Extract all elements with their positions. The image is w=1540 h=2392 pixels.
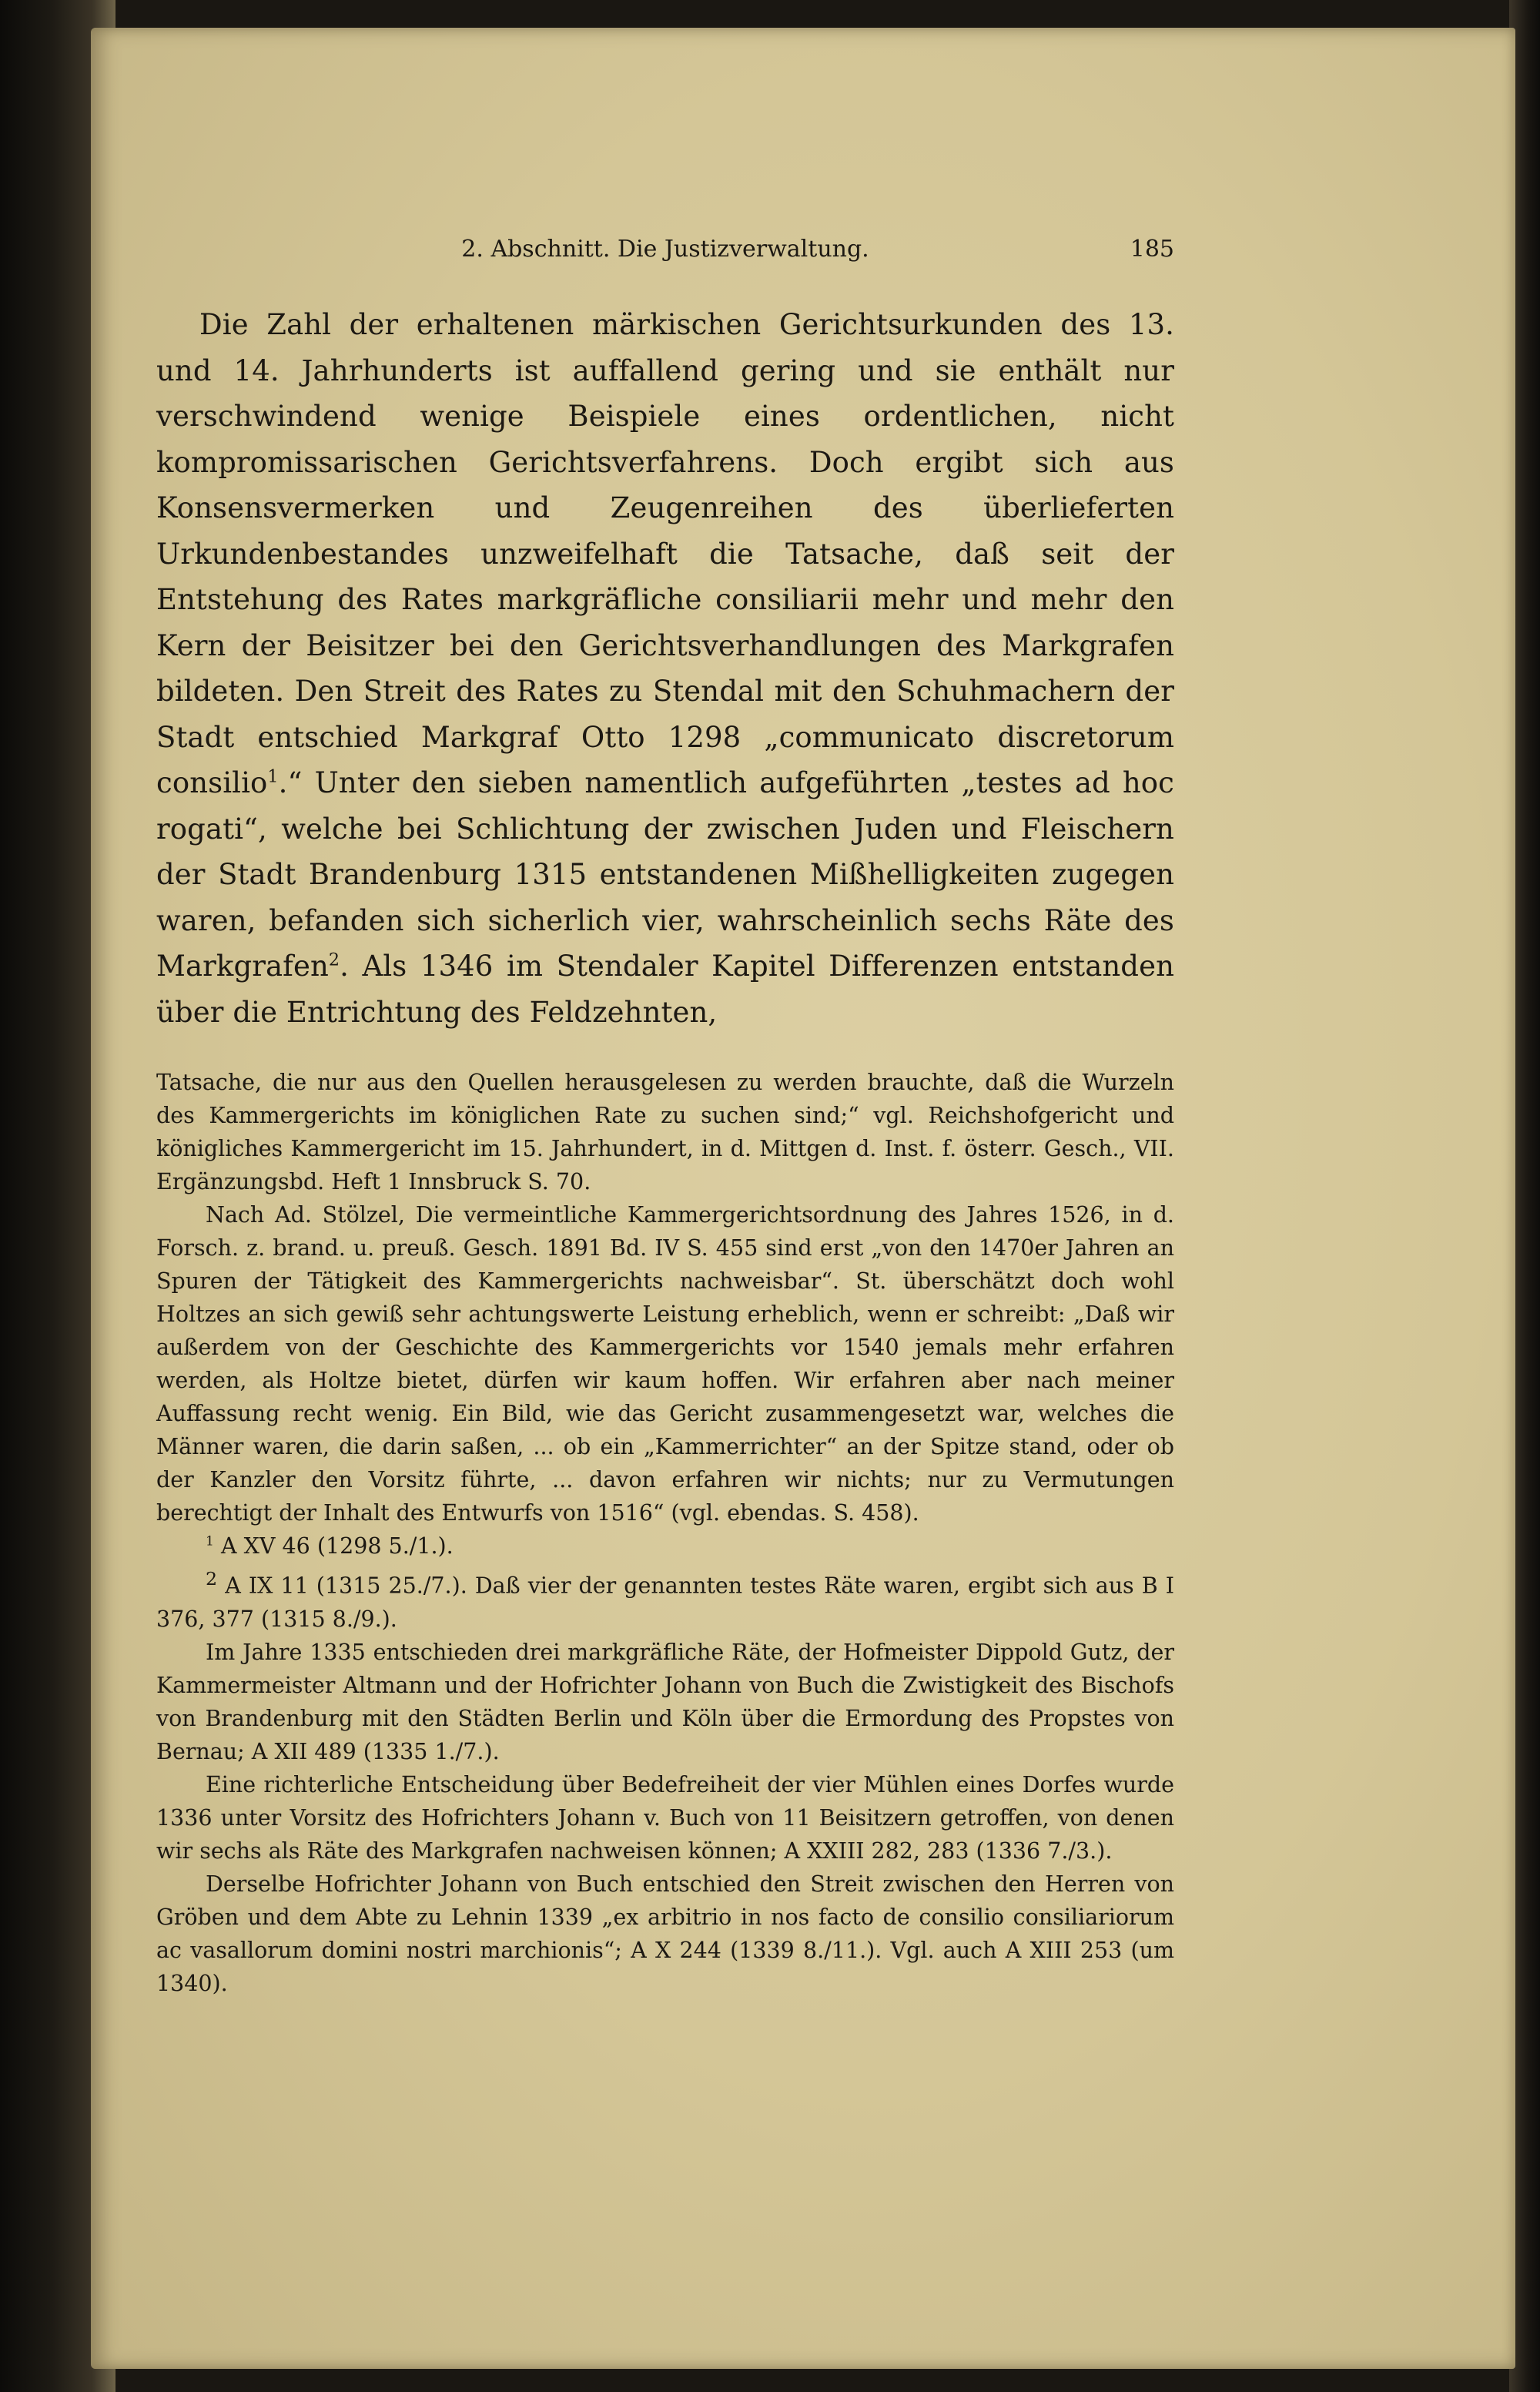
footnote-2-mark: 2 (206, 1568, 218, 1590)
note-1335: Im Jahre 1335 entschieden drei markgräfliche Räte, der Hofmeister Dippold Gutz, der Kammermeister Altmann und der Hofrichter Johann von Buch die Zwistigkeit des Bischofs von Brandenburg mit den Städten Berlin und Köln über die Ermordung des Propstes von Bernau; A XII 489 (1335 1./7.). (156, 1639, 1174, 1764)
main-text-part-3: . Als 1346 im Stendaler Kapitel Differenzen entstanden über die Entrichtung des Feldzehnten, (156, 950, 1174, 1029)
footnote-1 (156, 1529, 1174, 1563)
footnote-2-text: A IX 11 (1315 25./7.). Daß vier der genannten testes Räte waren, ergibt sich aus B I 376, 377 (1315 8./9.). (156, 1573, 1174, 1632)
footnotes-area (156, 1066, 1174, 2000)
main-text-part-2: .“ Unter den sieben namentlich aufgeführten „testes ad hoc rogati“, welche bei Schlichtung der zwischen Juden und Fleischern der Stadt Brandenburg 1315 entstandenen Mißhelligkeiten zugegen waren, befanden sich sicherlich vier, wahrscheinlich sechs Räte des Markgrafen (156, 766, 1174, 983)
note-continuation: Tatsache, die nur aus den Quellen herausgelesen zu werden brauchte, daß die Wurzeln des Kammergerichts im königlichen Rate zu suchen sind;“ vgl. Reichshofgericht und königliches Kammergericht im 15. Jahrhundert, in d. Mittgen d. Inst. f. österr. Gesch., VII. Ergänzungsbd. Heft 1 Innsbruck S. 70. (156, 1070, 1174, 1194)
note-stoelzel: Nach Ad. Stölzel, Die vermeintliche Kammergerichtsordnung des Jahres 1526, in d. Forsch. z. brand. u. preuß. Gesch. 1891 Bd. IV S. 455 sind erst „von den 1470er Jahren an Spuren der Tätigkeit des Kammergerichts nachweisbar“. St. überschätzt doch wohl Holtzes an sich gewiß sehr achtungswerte Leistung erheblich, wenn er schreibt: „Daß wir außerdem von der Geschichte des Kammergerichts vor 1540 jemals mehr erfahren werden, als Holtze bietet, dürfen wir kaum hoffen. Wir erfahren aber nach meiner Auffassung recht wenig. Ein Bild, wie das Gericht zusammengesetzt war, welches die Männer waren, die darin saßen, ... ob ein „Kammerrichter“ an der Spitze stand, oder ob der Kanzler den Vorsitz führte, ... davon erfahren wir nichts; nur zu Vermutungen berechtigt der Inhalt des Entwurfs von 1516“ (vgl. ebendas. S. 458). (156, 1202, 1174, 1526)
page-number: 185 (1130, 236, 1174, 263)
running-head (156, 222, 1174, 276)
note-1336: Eine richterliche Entscheidung über Bedefreiheit der vier Mühlen eines Dorfes wurde 1336 unter Vorsitz des Hofrichters Johann v. Buch von 11 Beisitzern getroffen, von denen wir sechs als Räte des Markgrafen nachweisen können; A XXIII 282, 283 (1336 7./3.). (156, 1771, 1174, 1864)
footnote-1-text: A XV 46 (1298 5./1.). (220, 1533, 454, 1559)
main-paragraph (156, 302, 1174, 1035)
footnote-ref-1: 1 (267, 766, 279, 787)
footnote-2 (156, 1563, 1174, 1636)
page-text-block (156, 222, 1174, 2000)
footnote-ref-2: 2 (328, 950, 340, 970)
note-1339: Derselbe Hofrichter Johann von Buch entschied den Streit zwischen den Herren von Gröben und dem Abte zu Lehnin 1339 „ex arbitrio in nos facto de consilio consiliariorum ac vasallorum domini nostri marchionis“; A X 244 (1339 8./11.). Vgl. auch A XIII 253 (um 1340). (156, 1871, 1174, 1996)
running-head-title: 2. Abschnitt. Die Justizverwaltung. (461, 236, 869, 263)
footnote-1-mark: 1 (206, 1533, 214, 1549)
main-text-part-1: Die Zahl der erhaltenen märkischen Gerichtsurkunden des 13. und 14. Jahrhunderts ist auffallend gering und sie enthält nur verschwindend wenige Beispiele eines ordentlichen, nicht kompromissarischen Gerichtsverfahrens. Doch ergibt sich aus Konsensvermerken und Zeugenreihen des überlieferten Urkundenbestandes unzweifelhaft die Tatsache, daß seit der Entstehung des Rates markgräfliche consiliarii mehr und mehr den Kern der Beisitzer bei den Gerichtsverhandlungen des Markgrafen bildeten. Den Streit des Rates zu Stendal mit den Schuhmachern der Stadt entschied Markgraf Otto 1298 „communicato discretorum consilio (156, 308, 1174, 799)
